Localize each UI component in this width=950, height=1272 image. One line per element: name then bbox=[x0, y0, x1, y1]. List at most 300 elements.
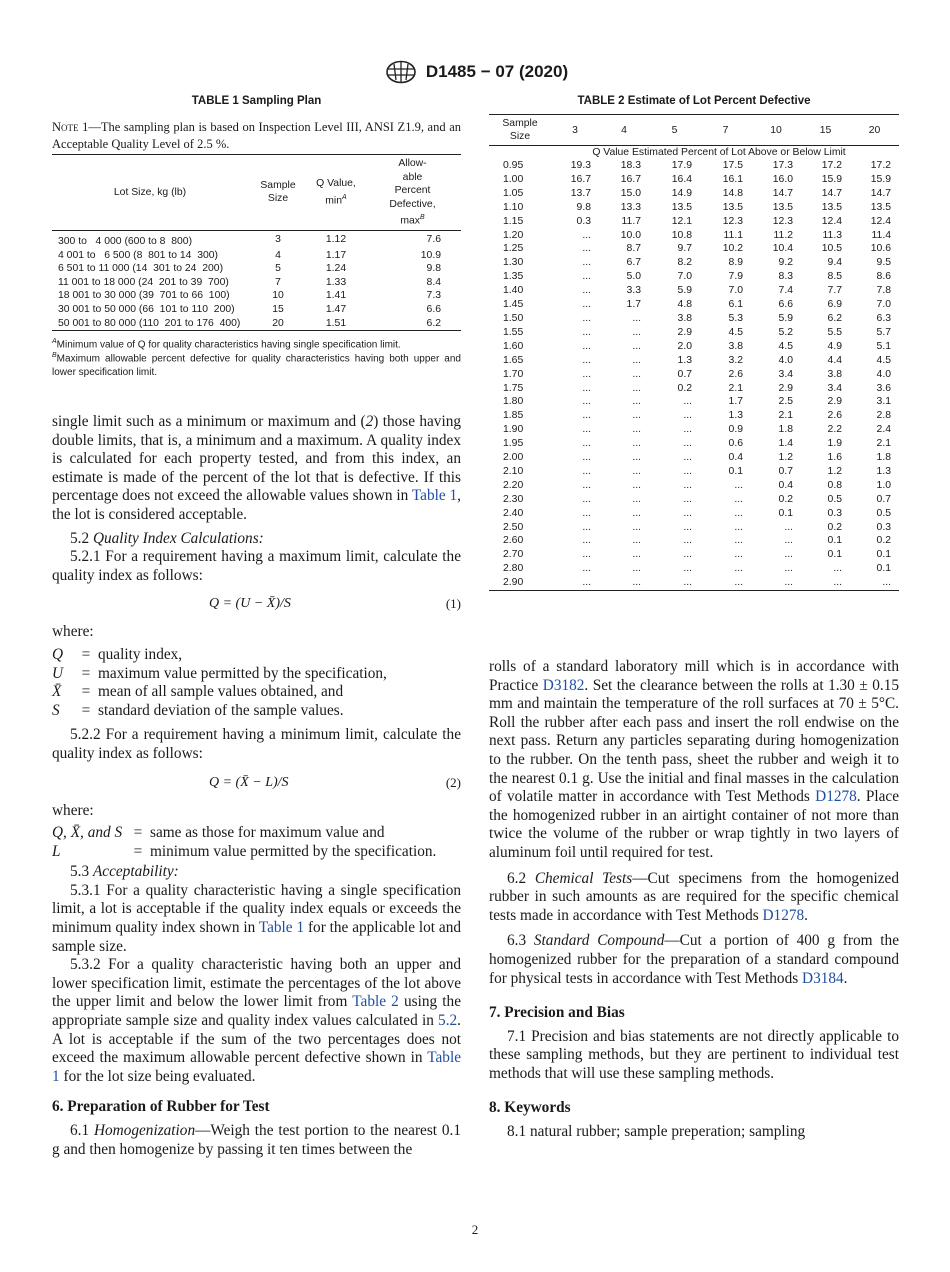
table2-cell-percent: ... bbox=[683, 507, 692, 519]
section-5-3-heading: 5.3 Acceptability: bbox=[70, 863, 179, 881]
definition-row bbox=[52, 683, 387, 702]
table2-cell-percent: ... bbox=[582, 243, 591, 255]
table2-cell-q-value: 1.20 bbox=[503, 229, 524, 241]
table2-cell-percent: 17.5 bbox=[722, 160, 743, 171]
page-number: 2 bbox=[471, 1222, 479, 1237]
definitions-1 bbox=[52, 646, 387, 720]
table1-cell-lot-size: 50 001 to 80 000 (110 201 to 176 400) bbox=[58, 317, 241, 329]
table2-cell-q-value: 1.40 bbox=[503, 285, 524, 297]
table2-cell-percent: 11.3 bbox=[822, 229, 842, 241]
table2-row bbox=[489, 465, 899, 479]
table2-row bbox=[489, 382, 899, 396]
table2-cell-percent: 17.2 bbox=[870, 160, 891, 171]
table2-cell-percent: 0.2 bbox=[827, 521, 842, 533]
table2-cell-q-value: 2.00 bbox=[503, 452, 524, 464]
col-size-7: 7 bbox=[722, 124, 729, 136]
table2-cell-percent: ... bbox=[683, 479, 692, 491]
table2-cell-percent: 0.1 bbox=[876, 563, 891, 575]
link-table1[interactable]: Table 1 bbox=[411, 487, 458, 505]
table2-cell-percent: 7.0 bbox=[677, 271, 692, 283]
table2-cell-percent: 14.9 bbox=[671, 187, 692, 199]
definition-row bbox=[52, 843, 461, 862]
table2-cell-percent: ... bbox=[784, 549, 793, 561]
table2-cell-percent: 12.3 bbox=[772, 215, 793, 227]
table2-cell-percent: ... bbox=[683, 577, 692, 589]
equation-2 bbox=[52, 764, 461, 800]
table2-cell-percent: 15.0 bbox=[620, 187, 641, 199]
equation-1-formula: Q = (U − X̄)/S bbox=[209, 596, 291, 612]
table2-row bbox=[489, 187, 899, 201]
left-column-text bbox=[52, 413, 461, 1159]
table2-cell-percent: 12.1 bbox=[671, 215, 692, 227]
table1-row bbox=[52, 289, 461, 303]
section-5-3-1: 5.3.1 For a quality characteristic having a single specification limit, a lot is acceptable if the quality index equals or exceeds the minimum quality index shown in Table 1 for the applicable lot and sample size. bbox=[52, 881, 461, 955]
table2-cell-percent: 0.4 bbox=[778, 479, 793, 491]
table2-cell-percent: ... bbox=[582, 382, 591, 394]
table2-title: TABLE 2 Estimate of Lot Percent Defective bbox=[577, 95, 811, 107]
table2-cell-percent: 4.8 bbox=[677, 299, 692, 311]
table2-cell-percent: ... bbox=[582, 479, 591, 491]
table2-cell-percent: ... bbox=[632, 354, 641, 366]
table2-cell-percent: 4.5 bbox=[778, 340, 793, 352]
table2-cell-q-value: 1.95 bbox=[503, 438, 524, 450]
table2-cell-q-value: 1.15 bbox=[503, 215, 524, 227]
table1-cell-percent-defective: 6.6 bbox=[426, 303, 441, 315]
table2-cell-percent: ... bbox=[632, 452, 641, 464]
table2-cell-percent: 2.6 bbox=[827, 410, 842, 422]
table1-cell-lot-size: 30 001 to 50 000 (66 101 to 110 200) bbox=[58, 303, 235, 315]
table2-cell-percent: 0.7 bbox=[677, 368, 692, 380]
table2-cell-percent: 3.4 bbox=[827, 382, 842, 394]
link-d3184[interactable]: D3184 bbox=[802, 969, 844, 987]
table2-row bbox=[489, 215, 899, 229]
section-8-1: 8.1 natural rubber; sample preperation; sampling bbox=[507, 1123, 806, 1141]
table2-cell-percent: 17.3 bbox=[772, 160, 793, 171]
definition-equals: = bbox=[133, 824, 143, 842]
table2-cell-percent: 0.3 bbox=[576, 215, 591, 227]
table2-row bbox=[489, 423, 899, 437]
table2-cell-percent: ... bbox=[582, 507, 591, 519]
section-5-2-heading: 5.2 Quality Index Calculations: bbox=[70, 529, 264, 547]
table2-cell-percent: ... bbox=[734, 535, 743, 547]
table2-cell-percent: 3.4 bbox=[778, 368, 793, 380]
table2-cell-percent: 0.1 bbox=[827, 549, 842, 561]
table2-cell-percent: ... bbox=[632, 507, 641, 519]
table2-cell-percent: ... bbox=[582, 368, 591, 380]
definition-equals: = bbox=[133, 842, 143, 860]
table1-cell-sample-size: 5 bbox=[275, 263, 281, 275]
table2-cell-percent: 15.9 bbox=[870, 173, 891, 185]
table1-cell-percent-defective: 6.2 bbox=[426, 317, 441, 329]
table2-subheader: Q Value Estimated Percent of Lot Above or Below Limit bbox=[592, 147, 846, 158]
table2-cell-q-value: 2.40 bbox=[503, 507, 524, 519]
table2-cell-percent: ... bbox=[734, 563, 743, 575]
col-sample-size: Sample Size bbox=[260, 179, 296, 205]
table2-cell-percent: 9.8 bbox=[576, 201, 591, 213]
table2-cell-percent: 16.7 bbox=[570, 173, 591, 185]
table2-row bbox=[489, 340, 899, 354]
table1-sampling-plan bbox=[52, 154, 461, 331]
table2-cell-percent: ... bbox=[632, 521, 641, 533]
table2-cell-percent: 0.1 bbox=[728, 465, 743, 477]
table2-cell-percent: ... bbox=[734, 507, 743, 519]
table2-cell-q-value: 1.85 bbox=[503, 410, 524, 422]
table2-row bbox=[489, 576, 899, 590]
where-label-2: where: bbox=[52, 801, 94, 819]
table1-note bbox=[52, 119, 461, 153]
table2-cell-percent: 10.5 bbox=[821, 243, 842, 255]
table2-cell-percent: 8.5 bbox=[827, 271, 842, 283]
table1-row bbox=[52, 303, 461, 317]
table1-cell-lot-size: 4 001 to 6 500 (8 801 to 14 300) bbox=[58, 249, 219, 261]
table2-cell-percent: 1.6 bbox=[827, 452, 842, 464]
paragraph-intro: single limit such as a minimum or maximum and (2) those having double limits, that is, a minimum and a maximum. A quality index is calculated for each property tested, and from this index, an estimate is made of the percent of the lot that is defective. If this percentage does not exceed the allowable values shown in Table 1, the lot is considered acceptable. bbox=[52, 413, 462, 523]
table2-cell-percent: ... bbox=[582, 424, 591, 436]
table1-cell-sample-size: 10 bbox=[272, 290, 284, 302]
table2-cell-percent: 11.1 bbox=[723, 229, 743, 241]
table2-cell-percent: ... bbox=[582, 354, 591, 366]
table2-cell-percent: ... bbox=[632, 479, 641, 491]
table2-cell-percent: 10.6 bbox=[870, 243, 891, 255]
link-table1[interactable]: Table 1 bbox=[258, 919, 305, 937]
table2-cell-q-value: 1.35 bbox=[503, 271, 524, 283]
where-label-1: where: bbox=[52, 623, 94, 641]
table2-cell-percent: ... bbox=[632, 382, 641, 394]
table2-cell-percent: 7.7 bbox=[827, 285, 842, 297]
definitions-2 bbox=[52, 824, 461, 861]
table2-cell-percent: 14.7 bbox=[821, 187, 842, 199]
definition-text: maximum value permitted by the specification, bbox=[98, 664, 387, 682]
table2-cell-q-value: 1.90 bbox=[503, 424, 524, 436]
table2-cell-percent: ... bbox=[734, 577, 743, 589]
table2-cell-percent: 0.3 bbox=[827, 507, 842, 519]
table2-header-row bbox=[489, 115, 899, 146]
table2-cell-percent: ... bbox=[683, 410, 692, 422]
table2-cell-percent: ... bbox=[632, 438, 641, 450]
table2-cell-percent: 8.9 bbox=[728, 257, 743, 269]
table2-cell-percent: 9.7 bbox=[677, 243, 692, 255]
table2-cell-percent: ... bbox=[582, 465, 591, 477]
equation-2-number: (2) bbox=[445, 774, 461, 790]
table1-cell-sample-size: 7 bbox=[275, 276, 281, 288]
table2-row bbox=[489, 270, 899, 284]
table2-cell-percent: 4.5 bbox=[728, 326, 743, 338]
definition-equals: = bbox=[81, 664, 91, 682]
link-table1[interactable]: Table 1 bbox=[52, 1049, 461, 1085]
table2-cell-percent: 4.0 bbox=[778, 354, 793, 366]
table2-cell-percent: ... bbox=[632, 312, 641, 324]
table1-cell-sample-size: 15 bbox=[272, 303, 284, 315]
table2-cell-percent: ... bbox=[833, 563, 842, 575]
table1-cell-percent-defective: 10.9 bbox=[420, 249, 441, 261]
table2-cell-percent: 5.9 bbox=[778, 312, 793, 324]
table1-cell-percent-defective: 7.6 bbox=[426, 233, 441, 245]
table2-cell-percent: ... bbox=[582, 563, 591, 575]
table2-cell-percent: 6.6 bbox=[778, 299, 793, 311]
table2-cell-percent: ... bbox=[582, 521, 591, 533]
table1-cell-q-value: 1.17 bbox=[325, 249, 347, 261]
table2-cell-percent: ... bbox=[582, 438, 591, 450]
table2-row bbox=[489, 548, 899, 562]
table2-cell-percent: 0.6 bbox=[728, 438, 743, 450]
table2-cell-percent: 18.3 bbox=[620, 160, 641, 171]
definition-row bbox=[52, 824, 461, 843]
table2-cell-q-value: 1.80 bbox=[503, 396, 524, 408]
table2-cell-percent: ... bbox=[632, 563, 641, 575]
definition-equals: = bbox=[81, 683, 91, 701]
table2-row bbox=[489, 451, 899, 465]
table2-cell-percent: 5.5 bbox=[827, 326, 842, 338]
table2-cell-percent: 5.1 bbox=[876, 340, 891, 352]
table2-cell-percent: 7.0 bbox=[728, 285, 743, 297]
table2-cell-q-value: 2.20 bbox=[503, 479, 524, 491]
table2-cell-percent: 6.7 bbox=[626, 257, 641, 269]
table2-cell-percent: 13.5 bbox=[821, 201, 842, 213]
table2-cell-percent: ... bbox=[582, 549, 591, 561]
table2-cell-percent: 13.5 bbox=[671, 201, 692, 213]
table2-cell-percent: 0.7 bbox=[778, 465, 793, 477]
table2-cell-q-value: 2.60 bbox=[503, 535, 524, 547]
table2-cell-percent: ... bbox=[632, 340, 641, 352]
definition-text: quality index, bbox=[98, 645, 183, 663]
table2-cell-percent: ... bbox=[632, 493, 641, 505]
table2-cell-percent: ... bbox=[582, 340, 591, 352]
table2-cell-percent: 2.9 bbox=[827, 396, 842, 408]
table2-cell-percent: 2.5 bbox=[778, 396, 793, 408]
definition-symbol: Q, X̄, and S bbox=[52, 824, 123, 842]
table2-row bbox=[489, 159, 899, 173]
table2-cell-percent: 9.4 bbox=[827, 257, 842, 269]
table2-cell-percent: 8.6 bbox=[876, 271, 891, 283]
section-6-1: 6.1 Homogenization—Weigh the test portion to the nearest 0.1 g and then homogenize by passing it ten times between the bbox=[52, 1122, 461, 1158]
table2-row bbox=[489, 493, 899, 507]
table1-cell-q-value: 1.51 bbox=[325, 317, 347, 329]
table2-cell-percent: ... bbox=[582, 326, 591, 338]
table2-cell-percent: 0.5 bbox=[827, 493, 842, 505]
table2-cell-percent: ... bbox=[632, 465, 641, 477]
link-d3182[interactable]: D3182 bbox=[542, 676, 585, 694]
table2-cell-percent: 2.2 bbox=[827, 424, 842, 436]
table2-subheader-row bbox=[489, 146, 899, 160]
table2-cell-percent: ... bbox=[632, 424, 641, 436]
table2-cell-percent: 1.8 bbox=[876, 452, 891, 464]
table1-footnote-a: $^A$Minimum value of Q for quality characteristics having single specification limit. bbox=[52, 338, 401, 351]
table2-cell-percent: 1.3 bbox=[876, 465, 891, 477]
table2-cell-percent: 14.7 bbox=[772, 187, 793, 199]
table2-cell-percent: 12.4 bbox=[821, 215, 842, 227]
table2-cell-percent: 5.9 bbox=[677, 285, 692, 297]
heading-section-6: 6. Preparation of Rubber for Test bbox=[52, 1098, 270, 1116]
table2-cell-percent: ... bbox=[582, 493, 591, 505]
table2-cell-percent: ... bbox=[833, 577, 842, 589]
table2-cell-percent: ... bbox=[582, 312, 591, 324]
table1-cell-lot-size: 18 001 to 30 000 (39 701 to 66 100) bbox=[58, 290, 230, 302]
link-section-5-2[interactable]: 5.2 bbox=[438, 1012, 458, 1030]
table2-cell-percent: 7.0 bbox=[876, 299, 891, 311]
table2-cell-percent: 6.1 bbox=[728, 299, 743, 311]
table2-cell-percent: 2.9 bbox=[778, 382, 793, 394]
table2-cell-percent: 13.3 bbox=[620, 201, 641, 213]
table2-cell-percent: ... bbox=[632, 396, 641, 408]
table2-cell-q-value: 2.80 bbox=[503, 563, 524, 575]
definition-symbol: S bbox=[52, 701, 60, 719]
definition-symbol: U bbox=[52, 664, 64, 682]
section-5-3-2: 5.3.2 For a quality characteristic having both an upper and lower specification limit, estimate the percentages of the lot above the upper limit and below the lower limit from Table 2 using the appropriate sample size and quality index values calculated in 5.2. A lot is acceptable if the sum of the two percentages does not exceed the maximum allowable percent defective shown in Table 1 for the lot size being evaluated. bbox=[52, 956, 461, 1085]
table2-cell-q-value: 2.70 bbox=[503, 549, 524, 561]
table2-cell-percent: 0.9 bbox=[728, 424, 743, 436]
table2-cell-percent: 2.6 bbox=[728, 368, 743, 380]
definition-text: minimum value permitted by the specification. bbox=[150, 842, 437, 860]
table2-cell-q-value: 1.70 bbox=[503, 368, 524, 380]
table2-cell-q-value: 2.50 bbox=[503, 521, 524, 533]
table2-cell-q-value: 1.75 bbox=[503, 382, 524, 394]
table2-cell-percent: ... bbox=[632, 577, 641, 589]
table2-cell-percent: ... bbox=[632, 368, 641, 380]
table2-cell-percent: 2.9 bbox=[677, 326, 692, 338]
table2-cell-percent: 0.1 bbox=[876, 549, 891, 561]
table2-row bbox=[489, 437, 899, 451]
table2-cell-percent: ... bbox=[683, 493, 692, 505]
table2-cell-percent: 16.4 bbox=[671, 173, 692, 185]
table2-cell-percent: 7.4 bbox=[778, 285, 793, 297]
table2-cell-percent: 3.6 bbox=[876, 382, 891, 394]
section-5-2-2: 5.2.2 For a requirement having a minimum limit, calculate the quality index as follows: bbox=[52, 726, 461, 762]
table2-cell-percent: 19.3 bbox=[570, 160, 591, 171]
col-size-3: 3 bbox=[572, 124, 578, 136]
table2-cell-percent: 3.2 bbox=[728, 354, 743, 366]
link-d1278[interactable]: D1278 bbox=[762, 906, 805, 924]
table2-cell-percent: 13.5 bbox=[722, 201, 743, 213]
table2-cell-percent: 14.8 bbox=[722, 187, 743, 199]
table2-cell-percent: 1.9 bbox=[827, 438, 842, 450]
table2-cell-q-value: 2.10 bbox=[503, 465, 524, 477]
note-label: Note 1 bbox=[52, 120, 89, 134]
table2-cell-percent: 0.1 bbox=[778, 507, 793, 519]
table2-cell-percent: ... bbox=[734, 521, 743, 533]
table2-cell-percent: 8.2 bbox=[677, 257, 692, 269]
section-7-1: 7.1 Precision and bias statements are not directly applicable to these sampling methods, but they are pertinent to individual test methods that will use these sampling methods. bbox=[489, 1027, 899, 1082]
table2-cell-percent: 2.4 bbox=[876, 424, 891, 436]
table2-cell-percent: 6.2 bbox=[827, 312, 842, 324]
table2-cell-percent: 7.8 bbox=[876, 285, 891, 297]
table2-cell-percent: ... bbox=[582, 577, 591, 589]
table2-cell-percent: ... bbox=[632, 549, 641, 561]
link-table2[interactable]: Table 2 bbox=[352, 993, 399, 1011]
table2-row bbox=[489, 368, 899, 382]
table2-cell-percent: 16.7 bbox=[620, 173, 641, 185]
table2-cell-percent: ... bbox=[582, 285, 591, 297]
table2-cell-q-value: 1.05 bbox=[503, 187, 524, 199]
right-column-text bbox=[489, 658, 899, 1142]
table2-row bbox=[489, 242, 899, 256]
table2-cell-percent: ... bbox=[734, 493, 743, 505]
heading-section-7: 7. Precision and Bias bbox=[489, 1004, 625, 1022]
equation-1-number: (1) bbox=[445, 596, 461, 612]
table2-row bbox=[489, 562, 899, 576]
table2-cell-q-value: 1.55 bbox=[503, 326, 524, 338]
col-lot-size: Lot Size, kg (lb) bbox=[113, 186, 187, 198]
definition-equals: = bbox=[81, 645, 91, 663]
table2-cell-percent: ... bbox=[632, 326, 641, 338]
table2-cell-percent: 1.7 bbox=[728, 396, 743, 408]
col-size-5: 5 bbox=[671, 124, 678, 136]
table2-cell-percent: 4.0 bbox=[876, 368, 891, 380]
table2-cell-percent: 17.2 bbox=[821, 160, 842, 171]
table2-cell-q-value: 1.60 bbox=[503, 340, 524, 352]
table2-cell-percent: ... bbox=[784, 521, 793, 533]
table2-cell-percent: 0.2 bbox=[876, 535, 891, 547]
document-id: D1485 − 07 (2020) bbox=[425, 62, 569, 81]
table2-cell-q-value: 1.45 bbox=[503, 299, 524, 311]
table2-cell-percent: 1.2 bbox=[778, 452, 793, 464]
table2-cell-q-value: 0.95 bbox=[503, 160, 524, 171]
table2-cell-percent: 0.3 bbox=[876, 521, 891, 533]
table2-cell-percent: 5.2 bbox=[778, 326, 793, 338]
section-6-2: 6.2 Chemical Tests—Cut specimens from the homogenized rubber in such amounts as are required for the specific chemical tests made in accordance with Test Methods D1278. bbox=[489, 869, 899, 924]
table1-title: TABLE 1 Sampling Plan bbox=[191, 95, 322, 107]
table1-cell-lot-size: 6 501 to 11 000 (14 301 to 24 200) bbox=[58, 263, 224, 275]
table2-cell-percent: 13.7 bbox=[570, 187, 591, 199]
table2-cell-percent: ... bbox=[582, 396, 591, 408]
section-6-3: 6.3 Standard Compound—Cut a portion of 400 g from the homogenized rubber for the preparation of a standard compound for physical tests in accordance with Test Methods D3184. bbox=[489, 932, 899, 987]
table2-cell-q-value: 2.30 bbox=[503, 493, 524, 505]
table2-cell-q-value: 1.25 bbox=[503, 243, 524, 255]
table1-row bbox=[52, 249, 461, 263]
table2-row bbox=[489, 507, 899, 521]
table2-cell-percent: 5.3 bbox=[728, 312, 743, 324]
table2-cell-percent: ... bbox=[582, 410, 591, 422]
definition-symbol: L bbox=[52, 842, 61, 860]
table2-cell-percent: 2.1 bbox=[728, 382, 743, 394]
table2-cell-percent: 13.5 bbox=[870, 201, 891, 213]
table2-cell-percent: 11.4 bbox=[871, 229, 891, 241]
table2-cell-percent: ... bbox=[683, 424, 692, 436]
section-5-2-1: 5.2.1 For a requirement having a maximum limit, calculate the quality index as follows: bbox=[52, 548, 461, 584]
definition-row bbox=[52, 702, 387, 721]
table2-row bbox=[489, 201, 899, 215]
table2-cell-percent: 10.2 bbox=[722, 243, 743, 255]
table2-cell-percent: 14.7 bbox=[870, 187, 891, 199]
table2-cell-percent: ... bbox=[683, 438, 692, 450]
table2-cell-percent: 3.8 bbox=[728, 340, 743, 352]
definition-text: mean of all sample values obtained, and bbox=[98, 683, 344, 701]
table2-cell-percent: 12.3 bbox=[722, 215, 743, 227]
table1-header-row bbox=[52, 155, 461, 231]
col-size-20: 20 bbox=[868, 124, 881, 136]
table2-cell-percent: ... bbox=[582, 452, 591, 464]
table2-cell-percent: 3.8 bbox=[677, 312, 692, 324]
definition-row bbox=[52, 646, 387, 665]
table2-cell-percent: 1.3 bbox=[728, 410, 743, 422]
table2-cell-percent: ... bbox=[784, 563, 793, 575]
link-d1278[interactable]: D1278 bbox=[815, 788, 857, 806]
table2-row bbox=[489, 284, 899, 298]
page-header bbox=[0, 60, 950, 84]
table2-cell-percent: ... bbox=[632, 535, 641, 547]
table1-cell-q-value: 1.41 bbox=[325, 290, 347, 302]
table2-row bbox=[489, 229, 899, 243]
table2-cell-percent: 7.9 bbox=[728, 271, 743, 283]
table2-cell-percent: 8.3 bbox=[778, 271, 793, 283]
table1-row bbox=[52, 317, 461, 331]
table2-cell-percent: ... bbox=[683, 535, 692, 547]
table2-cell-percent: 1.0 bbox=[876, 479, 891, 491]
col-sample-size: Sample Size bbox=[502, 118, 538, 142]
table2-cell-percent: 1.8 bbox=[778, 424, 793, 436]
table2-cell-percent: 2.0 bbox=[677, 340, 692, 352]
table2-lot-percent-defective bbox=[489, 114, 899, 591]
table2-cell-percent: 2.8 bbox=[876, 410, 891, 422]
